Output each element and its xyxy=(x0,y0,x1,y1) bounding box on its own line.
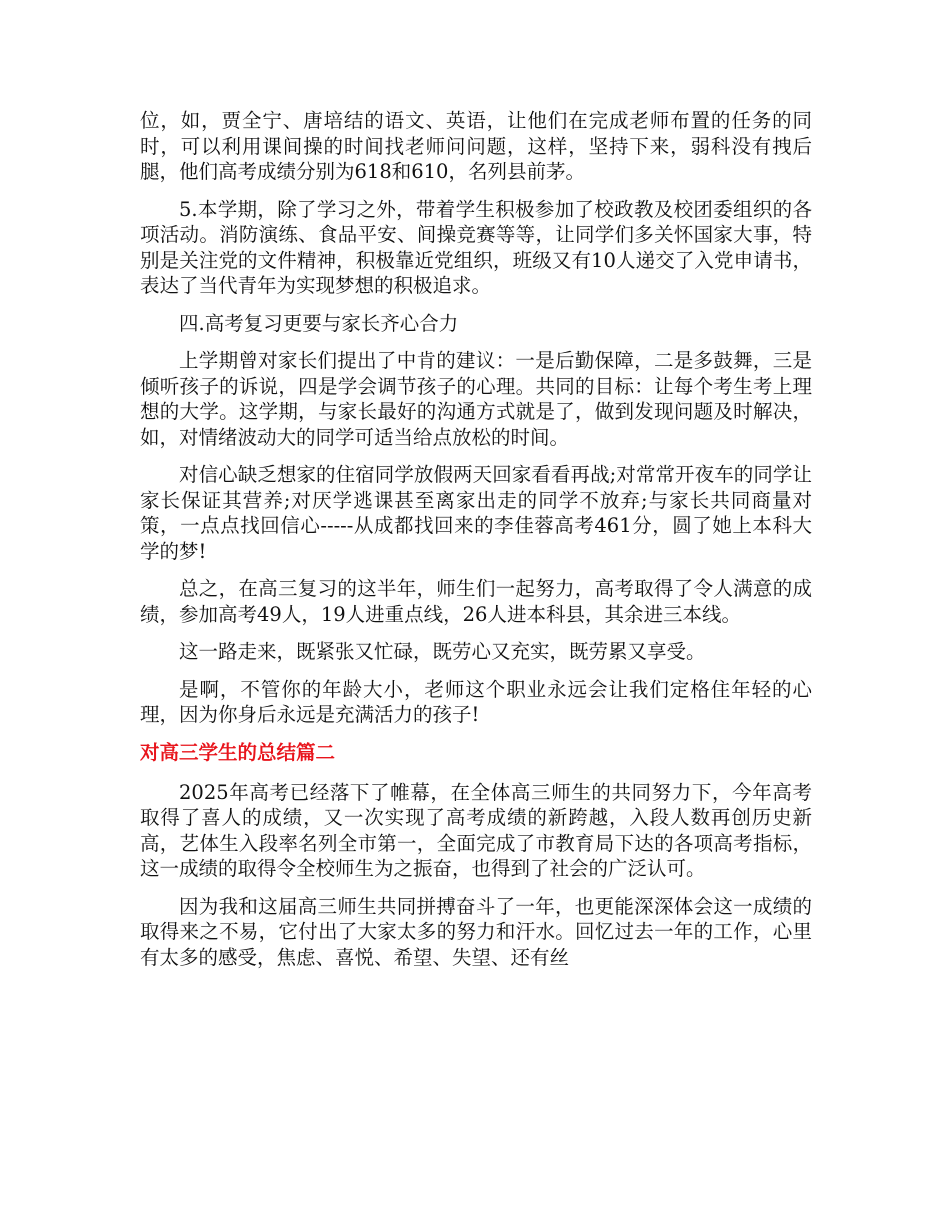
paragraph-1: 位，如，贾全宁、唐培结的语文、英语，让他们在完成老师布置的任务的同时，可以利用课间操的时间找老师问问题，这样，坚持下来，弱科没有拽后腿，他们高考成绩分别为618和610，名列县前茅。 xyxy=(140,109,812,183)
paragraph-9: 因为我和这届高三师生共同拼搏奋斗了一年，也更能深深体会这一成绩的取得来之不易，它付出了大家太多的努力和汗水。回忆过去一年的工作，心里有太多的感受，焦虑、喜悦、希望、失望、还有丝 xyxy=(140,894,812,969)
paragraph-4: 对信心缺乏想家的住宿同学放假两天回家看看再战;对常常开夜车的同学让家长保证其营养;对厌学逃课甚至离家出走的同学不放弃;与家长共同商量对策，一点点找回信心-----从成都找回来的李佳蓉高考461分，圆了她上本科大学的梦! xyxy=(140,463,812,563)
section-title-4: 四.高考复习更要与家长齐心合力 xyxy=(179,311,459,335)
paragraph-7: 是啊，不管你的年龄大小，老师这个职业永远会让我们定格住年轻的心理，因为你身后永远是充满活力的孩子! xyxy=(140,677,812,726)
paragraph-8: 2025年高考已经落下了帷幕，在全体高三师生的共同努力下，今年高考取得了喜人的成绩，又一次实现了高考成绩的新跨越，入段人数再创历史新高，艺体生入段率名列全市第一，全面完成了市教育局下达的各项高考指标，这一成绩的取得令全校师生为之振奋，也得到了社会的广泛认可。 xyxy=(140,780,812,880)
paragraph-3: 上学期曾对家长们提出了中肯的建议：一是后勤保障，二是多鼓舞，三是倾听孩子的诉说，四是学会调节孩子的心理。共同的目标：让每个考生考上理想的大学。这学期，与家长最好的沟通方式就是了，做到发现问题及时解决，如，对情绪波动大的同学可适当给点放松的时间。 xyxy=(140,349,812,449)
paragraph-2: 5.本学期，除了学习之外，带着学生积极参加了校政教及校团委组织的各项活动。消防演练、食品平安、间操竞赛等等，让同学们多关怀国家大事，特别是关注党的文件精神，积极靠近党组织，班级又有10人递交了入党申请书，表达了当代青年为实现梦想的积极追求。 xyxy=(140,197,812,297)
section-heading: 对高三学生的总结篇二 xyxy=(140,740,336,764)
paragraph-6: 这一路走来，既紧张又忙碌，既劳心又充实，既劳累又享受。 xyxy=(179,640,706,663)
paragraph-5: 总之，在高三复习的这半年，师生们一起努力，高考取得了令人满意的成绩，参加高考49人，19人进重点线，26人进本科县，其余进三本线。 xyxy=(140,577,812,626)
document-page xyxy=(140,108,812,982)
